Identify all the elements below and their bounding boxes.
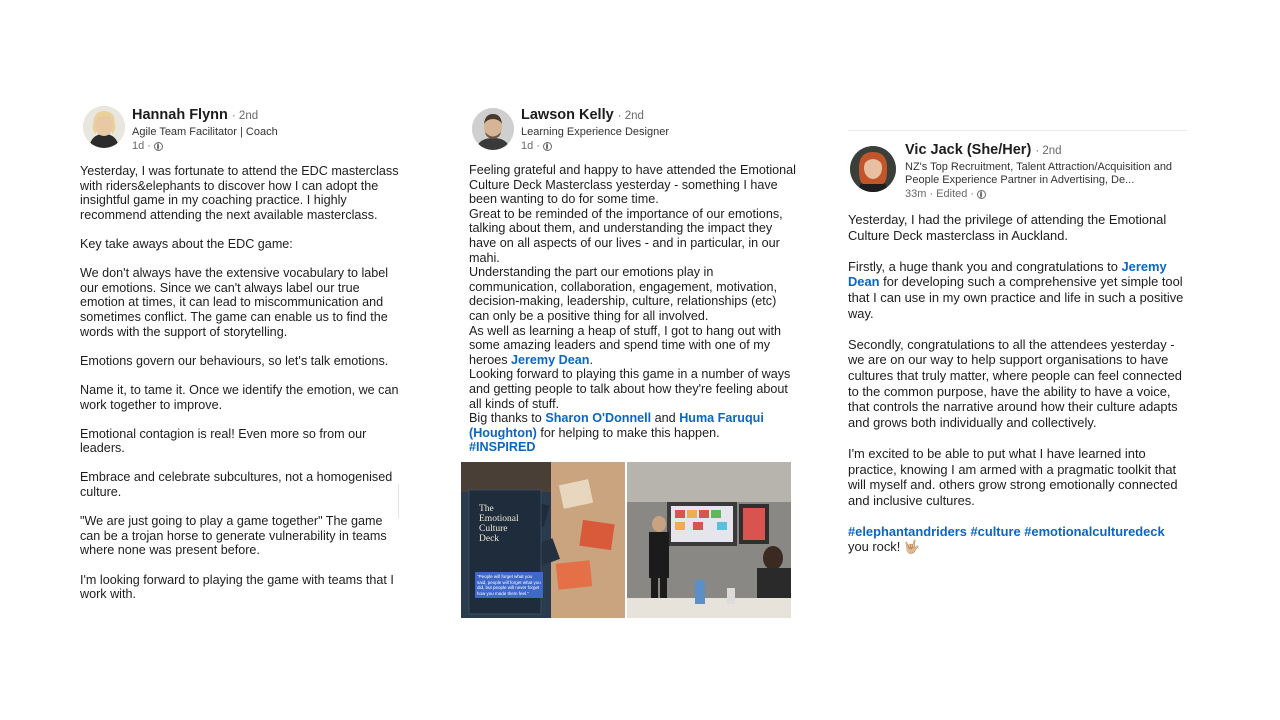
mention-huma-faruqui[interactable]: Huma Faruqui (Houghton) bbox=[469, 411, 764, 440]
globe-icon bbox=[154, 142, 163, 151]
avatar[interactable] bbox=[472, 108, 514, 150]
photo-presentation[interactable] bbox=[627, 462, 791, 618]
author-headline: NZ's Top Recruitment, Talent Attraction/Acquisition and People Experience Partner in Advertising, De... bbox=[905, 161, 1173, 186]
text: . bbox=[589, 352, 593, 367]
connection-degree: · 2nd bbox=[617, 110, 644, 122]
post-body bbox=[80, 164, 405, 602]
avatar[interactable] bbox=[850, 146, 896, 192]
post-time: 1d · bbox=[132, 140, 151, 152]
post-header bbox=[469, 106, 799, 154]
divider bbox=[398, 484, 399, 518]
post-time: 33m · Edited · bbox=[905, 188, 975, 200]
paragraph: Feeling grateful and happy to have attended the Emotional Culture Deck Masterclass yesterday - something I have been wanting to do for some time. bbox=[469, 163, 796, 207]
text: Firstly, a huge thank you and congratulations to bbox=[848, 258, 1122, 274]
text: As well as learning a heap of stuff, I got to hang out with some amazing leaders and spend time with one of my heroes bbox=[469, 323, 782, 367]
paragraph: Yesterday, I had the privilege of attending the Emotional Culture Deck masterclass in Auckland. bbox=[848, 212, 1167, 243]
closing-line: you rock! 🤟🏼 bbox=[848, 539, 920, 555]
mention-jeremy-dean[interactable]: Jeremy Dean bbox=[848, 258, 1167, 290]
paragraph: I'm excited to be able to put what I have learned into practice, knowing I am armed with a pragmatic toolkit that will myself and. others grow strong emotionally connected and inclusive cultures. bbox=[848, 445, 1178, 508]
paragraph: Embrace and celebrate subcultures, not a homogenised culture. bbox=[80, 470, 393, 500]
connection-degree: · 2nd bbox=[1035, 145, 1062, 157]
paragraph: We don't always have the extensive vocabulary to label our emotions. Since we can't always label our true emotion at times, it can lead to miscommunication and sometimes conflict. The game can enable us to find the words with the support of storytelling. bbox=[80, 266, 389, 339]
deck-title: The Emotional Culture Deck bbox=[479, 504, 519, 544]
post-vic-jack bbox=[848, 130, 1188, 555]
avatar[interactable] bbox=[83, 106, 125, 148]
connection-degree: · 2nd bbox=[231, 110, 259, 122]
paragraph: Looking forward to playing this game in a number of ways and getting people to talk about how they're feeling about all kinds of stuff. bbox=[469, 367, 791, 411]
paragraph: Secondly, congratulations to all the attendees yesterday - we are on our way to help support organisations to have cultures that truly matter, where people can feel connected to the common purpose, have the ability to have a voice, that controls the narrative around how their culture adapts and grows both individually and collectively. bbox=[848, 336, 1182, 430]
post-body bbox=[469, 163, 799, 455]
post-images[interactable] bbox=[461, 462, 791, 618]
post-header bbox=[848, 130, 1188, 202]
author-headline: Agile Team Facilitator | Coach bbox=[132, 126, 278, 138]
paragraph: Emotional contagion is real! Even more so from our leaders. bbox=[80, 426, 367, 456]
paragraph: Understanding the part our emotions play in communication, collaboration, engagement, motivation, decision-making, leadership, culture, relationships (etc) can only be a positive thing for all involved. bbox=[469, 265, 778, 323]
globe-icon bbox=[977, 190, 986, 199]
hashtag-list[interactable]: #elephantandriders #culture #emotionalculturedeck bbox=[848, 523, 1165, 539]
author-name[interactable]: Vic Jack (She/Her) bbox=[905, 142, 1032, 158]
post-hannah-flynn bbox=[80, 106, 405, 616]
author-name[interactable]: Hannah Flynn bbox=[132, 107, 228, 123]
hashtags[interactable] bbox=[848, 524, 1188, 540]
globe-icon bbox=[543, 142, 552, 151]
author-name[interactable]: Lawson Kelly bbox=[521, 107, 614, 123]
mention-jeremy-dean[interactable]: Jeremy Dean bbox=[511, 352, 590, 367]
paragraph bbox=[469, 411, 799, 440]
paragraph bbox=[848, 259, 1188, 321]
paragraph: Key take aways about the EDC game: bbox=[80, 236, 293, 251]
paragraph: Emotions govern our behaviours, so let's talk emotions. bbox=[80, 353, 389, 368]
deck-quote: "People will forget what you said, people will forget what you did, but people will never forget how you made them feel." bbox=[475, 572, 543, 598]
text: and bbox=[651, 411, 680, 426]
post-body bbox=[848, 212, 1188, 555]
mention-sharon-odonnell[interactable]: Sharon O'Donnell bbox=[545, 411, 652, 426]
post-header bbox=[80, 106, 405, 154]
paragraph: Yesterday, I was fortunate to attend the EDC masterclass with riders&elephants to discover how I can adopt the insightful game in my coaching practice. I highly recommend attending the next available masterclass. bbox=[80, 164, 399, 222]
text: for helping to make this happen. bbox=[536, 425, 720, 440]
post-time: 1d · bbox=[521, 140, 540, 152]
author-headline: Learning Experience Designer bbox=[521, 126, 669, 138]
post-lawson-kelly bbox=[469, 106, 799, 455]
paragraph bbox=[469, 324, 799, 368]
paragraph: I'm looking forward to playing the game with teams that I work with. bbox=[80, 572, 394, 602]
text: Big thanks to bbox=[469, 411, 546, 426]
text: for developing such a comprehensive yet simple tool that I can use in my own practice and life in such a positive way. bbox=[848, 274, 1184, 321]
hashtag-inspired[interactable]: #INSPIRED bbox=[469, 440, 536, 455]
photo-deck-cards[interactable] bbox=[461, 462, 625, 618]
paragraph: "We are just going to play a game together" The game can be a trojan horse to generate vulnerability in teams where none was present before. bbox=[80, 514, 387, 558]
paragraph: Great to be reminded of the importance of our emotions, talking about them, and understanding the impact they have on all aspects of our lives - and in particular, in our mahi. bbox=[469, 206, 783, 265]
paragraph bbox=[469, 440, 799, 455]
paragraph: Name it, to tame it. Once we identify the emotion, we can work together to improve. bbox=[80, 382, 399, 412]
